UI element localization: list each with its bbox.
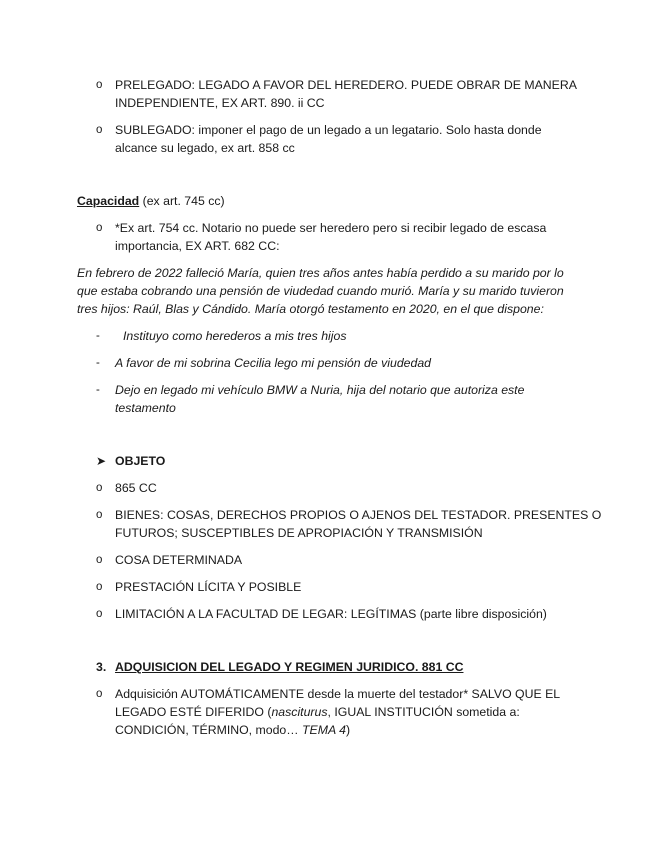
objeto-item-1: 865 CC: [115, 481, 157, 495]
case-clause-3-line-1: Dejo en legado mi vehículo BMW a Nuria, hija del notario que autoriza este: [115, 383, 525, 397]
bullet-marker: o: [96, 482, 103, 494]
prelegado-line-1: PRELEGADO: LEGADO A FAVOR DEL HEREDERO. PUEDE OBRAR DE MANERA: [115, 78, 577, 92]
prelegado-line-2: INDEPENDIENTE, EX ART. 890. ii CC: [115, 96, 325, 110]
objeto-item-4: PRESTACIÓN LÍCITA Y POSIBLE: [115, 580, 302, 594]
bullet-marker: o: [96, 222, 103, 234]
objeto-item-3: COSA DETERMINADA: [115, 553, 243, 567]
objeto-heading: OBJETO: [115, 454, 166, 468]
bullet-marker: o: [96, 688, 103, 700]
capacidad-item-line-1: *Ex art. 754 cc. Notario no puede ser heredero pero si recibir legado de escasa: [115, 221, 547, 235]
bullet-marker: o: [96, 581, 103, 593]
capacidad-heading: Capacidad: [77, 194, 140, 208]
sublegado-line-1: SUBLEGADO: imponer el pago de un legado a un legatario. Solo hasta donde: [115, 123, 542, 137]
dash-marker: -: [96, 357, 100, 369]
section3-line-2: [115, 703, 520, 721]
arrow-bullet-icon: ➤: [96, 454, 107, 468]
section3-line-2-a: LEGADO ESTÉ DIFERIDO (: [115, 705, 272, 719]
capacidad-item-line-2: importancia, EX ART. 682 CC:: [115, 239, 280, 253]
objeto-item-5: LIMITACIÓN A LA FACULTAD DE LEGAR: LEGÍTIMAS (parte libre disposición): [115, 607, 547, 621]
section3-line-3-a: CONDICIÓN, TÉRMINO, modo…: [115, 723, 302, 737]
objeto-item-2-line-2: FUTUROS; SUSCEPTIBLES DE APROPIACIÓN Y TRANSMISIÓN: [115, 526, 483, 540]
case-line-3: tres hijos: Raúl, Blas y Cándido. María otorgó testamento en 2020, en el que dispone:: [77, 302, 544, 316]
section3-line-3-b: ): [345, 723, 351, 737]
dash-marker: -: [96, 330, 100, 342]
bullet-marker: o: [96, 79, 103, 91]
bullet-marker: o: [96, 608, 103, 620]
sublegado-line-2: alcance su legado, ex art. 858 cc: [115, 141, 295, 155]
objeto-item-2-line-1: BIENES: COSAS, DERECHOS PROPIOS O AJENOS DEL TESTADOR. PRESENTES O: [115, 508, 602, 522]
case-clause-2: A favor de mi sobrina Cecilia lego mi pensión de viudedad: [115, 356, 432, 370]
section-number: 3.: [96, 660, 107, 674]
case-line-2: que estaba cobrando una pensión de viudedad cuando murió. María y su marido tuvieron: [77, 284, 564, 298]
section3-line-2-b: , IGUAL INSTITUCIÓN sometida a:: [327, 705, 520, 719]
capacidad-heading-line: [77, 192, 225, 210]
section3-line-2-italic: nasciturus: [271, 705, 328, 719]
case-line-1: En febrero de 2022 falleció María, quien tres años antes había perdido a su marido por lo: [77, 266, 564, 280]
capacidad-heading-suffix: (ex art. 745 cc): [139, 194, 225, 208]
case-clause-3-line-2: testamento: [115, 401, 176, 415]
section3-line-3: [115, 721, 350, 739]
bullet-marker: o: [96, 124, 103, 136]
dash-marker: -: [96, 384, 100, 396]
bullet-marker: o: [96, 554, 103, 566]
section3-line-3-italic: TEMA 4: [301, 723, 346, 737]
section3-heading: ADQUISICION DEL LEGADO Y REGIMEN JURIDICO. 881 CC: [115, 660, 464, 674]
section3-line-1: Adquisición AUTOMÁTICAMENTE desde la muerte del testador* SALVO QUE EL: [115, 687, 561, 701]
bullet-marker: o: [96, 509, 103, 521]
case-clause-1: Instituyo como herederos a mis tres hijos: [123, 329, 347, 343]
